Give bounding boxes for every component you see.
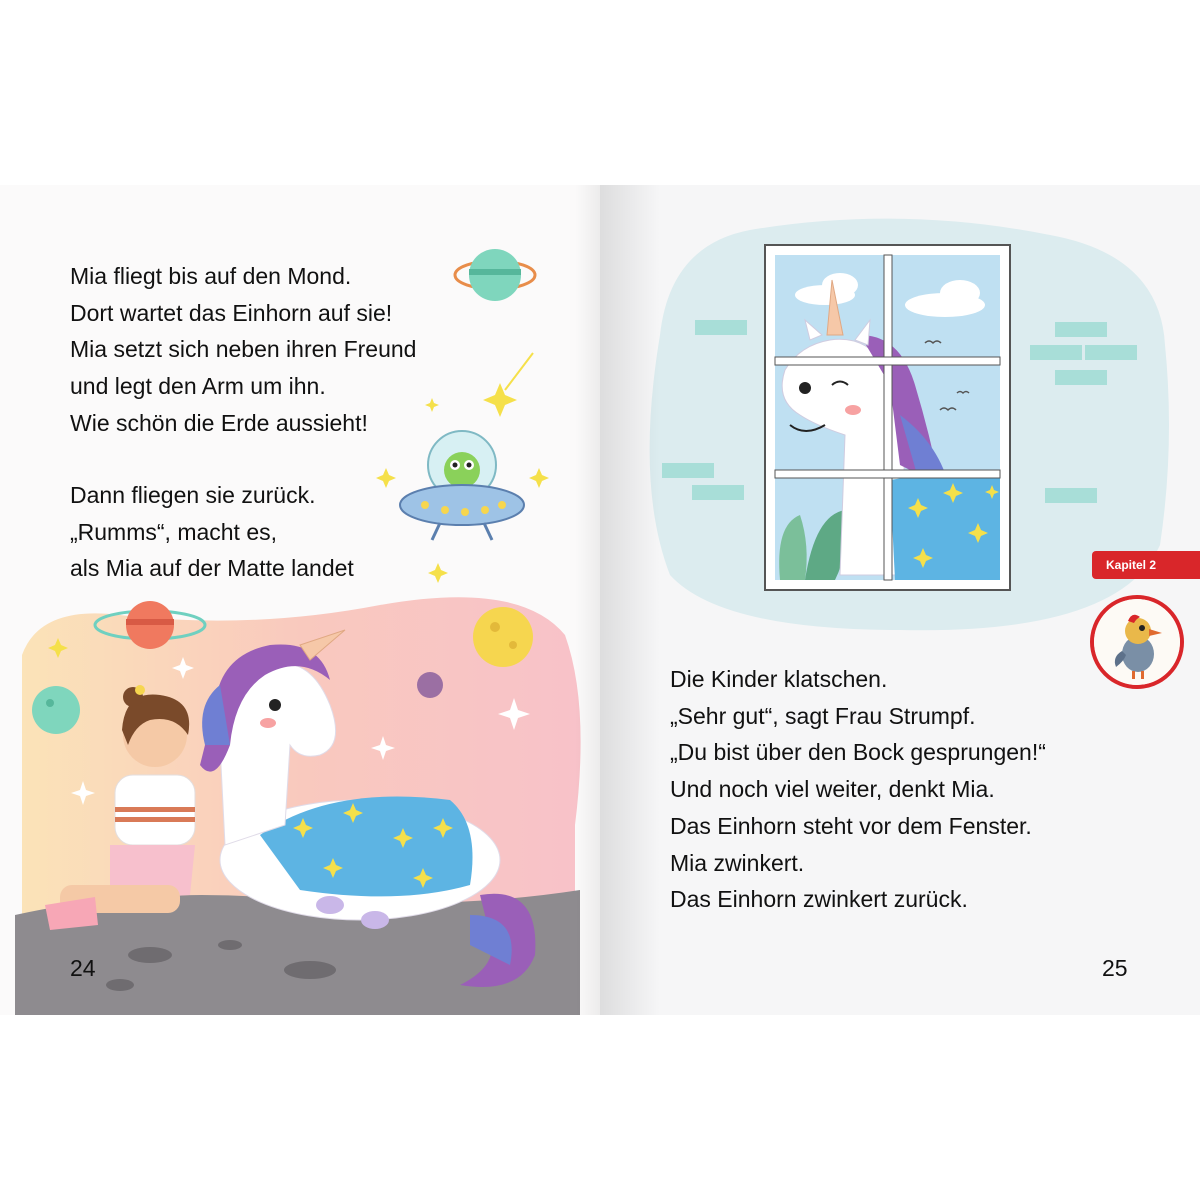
- chapter-badge: [1090, 595, 1184, 689]
- story-line: Mia setzt sich neben ihren Freund: [70, 336, 417, 363]
- story-paragraph-2: [70, 477, 354, 587]
- story-paragraph-1: [70, 258, 416, 442]
- story-line: Das Einhorn steht vor dem Fenster.: [670, 812, 1032, 839]
- story-line: Dann fliegen sie zurück.: [70, 482, 316, 508]
- story-line: und legt den Arm um ihn.: [70, 373, 326, 400]
- story-line: Mia fliegt bis auf den Mond.: [70, 263, 352, 289]
- story-line: Wie schön die Erde aussieht!: [70, 409, 368, 436]
- right-page: [600, 185, 1200, 1015]
- page-number-right: 25: [1102, 955, 1128, 981]
- story-paragraph-3: [670, 661, 1046, 918]
- story-line: Dort wartet das Einhorn auf sie!: [70, 299, 393, 326]
- story-line: Mia zwinkert.: [670, 849, 805, 876]
- page-gutter-shadow: [575, 185, 600, 1015]
- story-line: als Mia auf der Matte landet: [70, 555, 354, 582]
- page-gutter-shadow: [600, 185, 660, 1015]
- chapter-tab: Kapitel 2: [1092, 551, 1200, 579]
- left-page: [0, 185, 600, 1015]
- story-line: „Sehr gut“, sagt Frau Strumpf.: [670, 702, 976, 729]
- story-line: Und noch viel weiter, denkt Mia.: [670, 776, 995, 803]
- page-number-left: 24: [70, 955, 96, 981]
- bird-icon: [1094, 599, 1180, 685]
- story-line: Das Einhorn zwinkert zurück.: [670, 886, 968, 913]
- story-line: Die Kinder klatschen.: [670, 666, 888, 692]
- story-line: „Rumms“, macht es,: [70, 518, 278, 545]
- story-line: „Du bist über den Bock gesprungen!“: [670, 739, 1046, 766]
